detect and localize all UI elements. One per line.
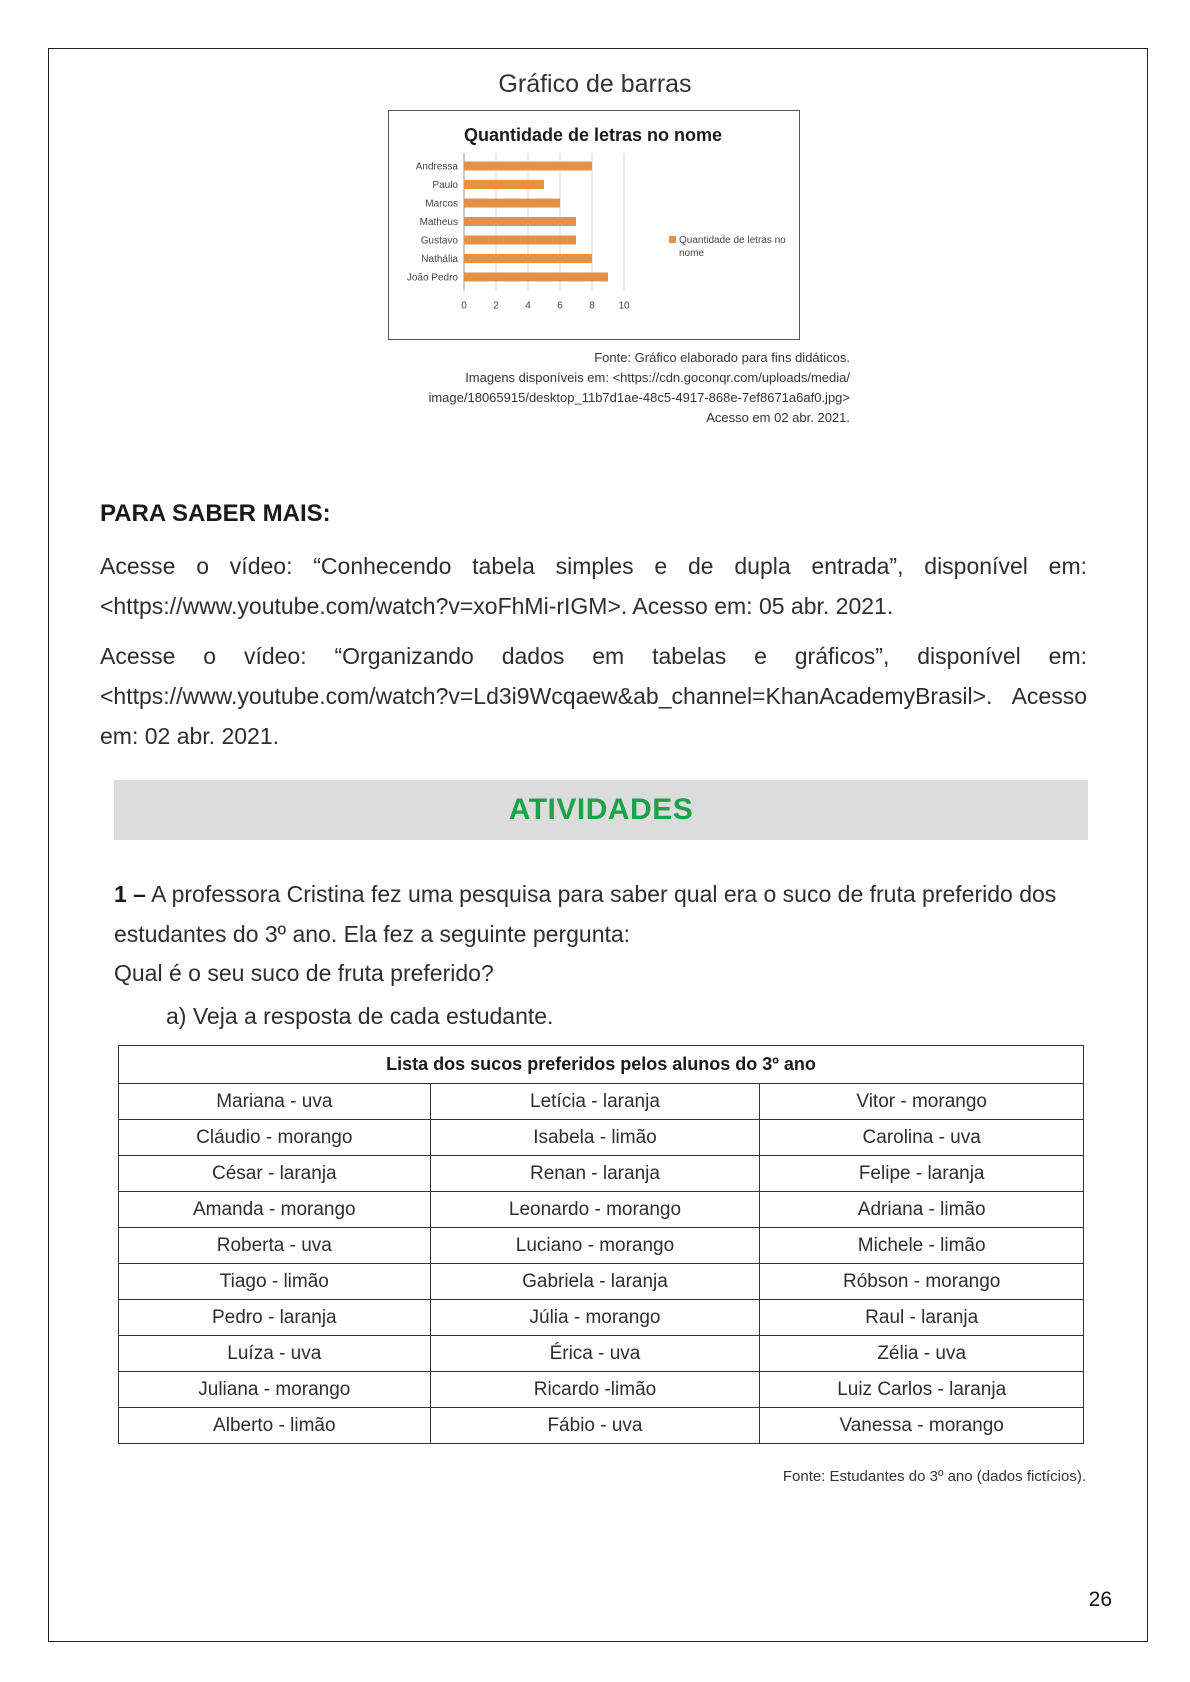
category-label: João Pedro bbox=[406, 272, 458, 284]
figure-caption: Gráfico de barras bbox=[498, 70, 692, 98]
category-label: Matheus bbox=[419, 217, 458, 228]
item-a: a) Veja a resposta de cada estudante. bbox=[166, 1003, 554, 1029]
table-cell: Zélia - uva bbox=[760, 1336, 1084, 1372]
table-cell: Roberta - uva bbox=[119, 1228, 431, 1264]
table-row bbox=[119, 1300, 1084, 1336]
video-reference-2: Acesse o vídeo: “Organizando dados em tabelas e gráficos”, disponível em: <https://www.youtube.com/watch?v=Ld3i9Wcqaew&ab_channel=KhanAcademyBrasil>. Acesso em: 02 abr. 2021. bbox=[100, 643, 1087, 749]
table-cell: Felipe - laranja bbox=[760, 1156, 1084, 1192]
para-saber-mais-heading: PARA SABER MAIS: bbox=[100, 500, 331, 527]
category-label: Marcos bbox=[425, 198, 458, 210]
table-cell: Tiago - limão bbox=[119, 1264, 431, 1300]
legend-label-line1: Quantidade de letras no bbox=[679, 235, 786, 246]
legend-swatch bbox=[669, 236, 676, 243]
table-row bbox=[119, 1372, 1084, 1408]
table-cell: Raul - laranja bbox=[760, 1300, 1084, 1336]
figure-source-line: Fonte: Gráfico elaborado para fins didáticos. bbox=[594, 350, 850, 365]
table-cell: Isabela - limão bbox=[430, 1120, 760, 1156]
table-cell: Fábio - uva bbox=[430, 1408, 760, 1444]
table-row bbox=[119, 1264, 1084, 1300]
table-cell: Luiz Carlos - laranja bbox=[760, 1372, 1084, 1408]
video-reference-1: Acesse o vídeo: “Conhecendo tabela simples e de dupla entrada”, disponível em: <https://www.youtube.com/watch?v=xoFhMi-rIGM>. Acesso em: 05 abr. 2021. bbox=[100, 553, 1087, 619]
table-cell: Mariana - uva bbox=[119, 1084, 431, 1120]
table-cell: Letícia - laranja bbox=[430, 1084, 760, 1120]
table-cell: Vanessa - morango bbox=[760, 1408, 1084, 1444]
bar-joão-pedro bbox=[464, 273, 608, 282]
table-cell: Juliana - morango bbox=[119, 1372, 431, 1408]
legend-label-line2: nome bbox=[679, 248, 705, 259]
question-text: A professora Cristina fez uma pesquisa para saber qual era o suco de fruta preferido dos estudantes do 3º ano. Ela fez a seguinte pergunta: bbox=[114, 881, 1057, 947]
table-row bbox=[119, 1408, 1084, 1444]
table-cell: Júlia - morango bbox=[430, 1300, 760, 1336]
figure-source bbox=[290, 348, 850, 428]
x-tick-label: 2 bbox=[493, 300, 499, 312]
page-number: 26 bbox=[1088, 1588, 1112, 1611]
table-cell: Amanda - morango bbox=[119, 1192, 431, 1228]
table-cell: Érica - uva bbox=[430, 1336, 760, 1372]
x-tick-label: 0 bbox=[461, 300, 467, 312]
category-label: Paulo bbox=[432, 180, 458, 191]
table-cell: Renan - laranja bbox=[430, 1156, 760, 1192]
bar-paulo bbox=[464, 180, 544, 189]
bar-gustavo bbox=[464, 236, 576, 245]
table-cell: Adriana - limão bbox=[760, 1192, 1084, 1228]
table-cell: Luciano - morango bbox=[430, 1228, 760, 1264]
question-1 bbox=[114, 874, 1088, 954]
atividades-banner bbox=[114, 780, 1088, 840]
table-title: Lista dos sucos preferidos pelos alunos do 3º ano bbox=[119, 1046, 1084, 1084]
table-cell: Gabriela - laranja bbox=[430, 1264, 760, 1300]
table-cell: Carolina - uva bbox=[760, 1120, 1084, 1156]
table-row bbox=[119, 1336, 1084, 1372]
category-label: Gustavo bbox=[420, 235, 458, 247]
table-cell: Vitor - morango bbox=[760, 1084, 1084, 1120]
table-cell: Ricardo -limão bbox=[430, 1372, 760, 1408]
chart-title: Quantidade de letras no nome bbox=[463, 125, 723, 145]
table-row bbox=[119, 1084, 1084, 1120]
table-cell: Leonardo - morango bbox=[430, 1192, 760, 1228]
table-row bbox=[119, 1120, 1084, 1156]
table-row bbox=[119, 1156, 1084, 1192]
table-cell: Róbson - morango bbox=[760, 1264, 1084, 1300]
table-cell: Cláudio - morango bbox=[119, 1120, 431, 1156]
table-row bbox=[119, 1192, 1084, 1228]
bar-nathália bbox=[464, 254, 592, 263]
bar-matheus bbox=[464, 217, 576, 226]
x-tick-label: 10 bbox=[618, 300, 630, 312]
category-label: Nathália bbox=[421, 254, 458, 265]
bar-andressa bbox=[464, 162, 592, 171]
figure-source-line: Imagens disponíveis em: <https://cdn.goconqr.com/uploads/media/ bbox=[465, 370, 850, 385]
table-source: Fonte: Estudantes do 3º ano (dados fictícios). bbox=[782, 1468, 1086, 1485]
figure-source-line: image/18065915/desktop_11b7d1ae-48c5-4917-868e-7ef8671a6af0.jpg> bbox=[428, 390, 850, 405]
table-cell: César - laranja bbox=[119, 1156, 431, 1192]
table-cell: Alberto - limão bbox=[119, 1408, 431, 1444]
category-label: Andressa bbox=[415, 161, 458, 173]
table-cell: Luíza - uva bbox=[119, 1336, 431, 1372]
table-row bbox=[119, 1228, 1084, 1264]
bar-chart bbox=[388, 110, 800, 340]
atividades-title: ATIVIDADES bbox=[508, 793, 694, 826]
juice-preference-table bbox=[118, 1045, 1084, 1444]
table-cell: Michele - limão bbox=[760, 1228, 1084, 1264]
x-tick-label: 8 bbox=[589, 300, 595, 312]
bar-chart-svg bbox=[389, 111, 798, 338]
question-asked: Qual é o seu suco de fruta preferido? bbox=[114, 960, 494, 986]
bar-marcos bbox=[464, 199, 560, 208]
figure-source-line: Acesso em 02 abr. 2021. bbox=[706, 410, 850, 425]
table-cell: Pedro - laranja bbox=[119, 1300, 431, 1336]
question-number: 1 – bbox=[114, 881, 146, 907]
x-tick-label: 4 bbox=[525, 300, 531, 312]
x-tick-label: 6 bbox=[557, 300, 563, 312]
